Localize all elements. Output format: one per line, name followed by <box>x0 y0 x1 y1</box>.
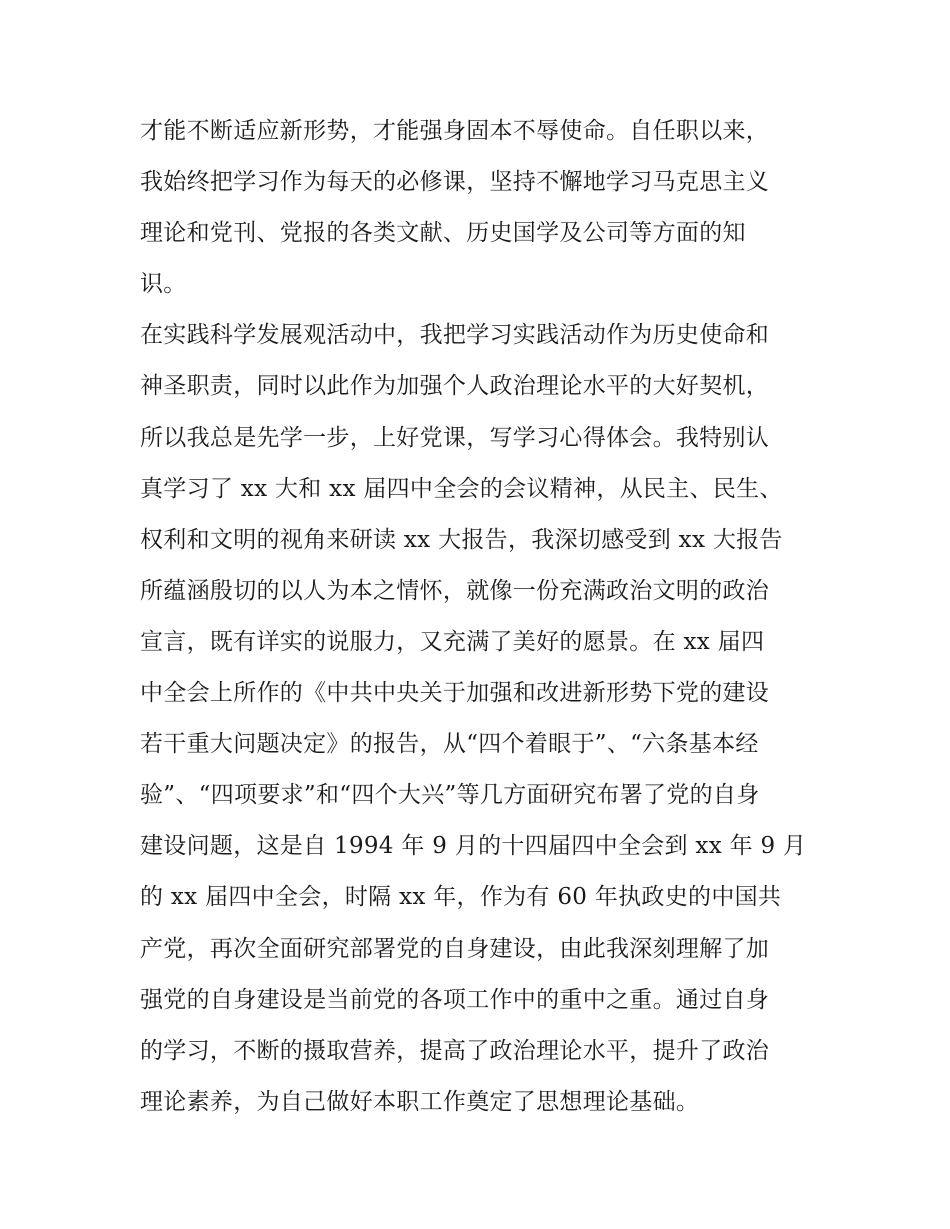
text-line: 验”、“四项要求”和“四个大兴”等几方面研究布署了党的自身 <box>140 782 760 809</box>
text-line: 神圣职责，同时以此作为加强个人政治理论水平的大好契机， <box>140 373 770 400</box>
text-line: 产党，再次全面研究部署党的自身建设，由此我深刻理解了加 <box>140 935 770 962</box>
text-line: 所蕴涵殷切的以人为本之情怀，就像一份充满政治文明的政治 <box>140 577 770 604</box>
text-line: 所以我总是先学一步，上好党课，写学习心得体会。我特别认 <box>140 424 770 451</box>
text-line: 若干重大问题决定》的报告，从“四个着眼于”、“六条基本经 <box>140 731 759 758</box>
text-line: 宣言，既有详实的说服力，又充满了美好的愿景。在 xx 届四 <box>140 628 765 655</box>
text-line: 识。 <box>140 271 187 298</box>
paragraph-1 <box>140 106 820 310</box>
text-line: 的学习，不断的摄取营养，提高了政治理论水平，提升了政治 <box>140 1037 770 1064</box>
document-body <box>140 106 820 1128</box>
text-line: 理论和党刊、党报的各类文献、历史国学及公司等方面的知 <box>140 220 746 247</box>
text-line: 建设问题，这是自 1994 年 9 月的十四届四中全会到 xx 年 9 月 <box>140 833 807 860</box>
paragraph-2 <box>140 310 820 1128</box>
text-line: 真学习了 xx 大和 xx 届四中全会的会议精神，从民主、民生、 <box>140 475 783 502</box>
text-line: 才能不断适应新形势，才能强身固本不辱使命。自任职以来， <box>140 118 770 144</box>
text-line: 我始终把学习作为每天的必修课，坚持不懈地学习马克思主义 <box>140 169 770 196</box>
text-line: 强党的自身建设是当前党的各项工作中的重中之重。通过自身 <box>140 986 770 1013</box>
text-line: 中全会上所作的《中共中央关于加强和改进新形势下党的建设 <box>140 680 770 707</box>
text-line: 理论素养，为自己做好本职工作奠定了思想理论基础。 <box>140 1088 700 1115</box>
text-line: 权利和文明的视角来研读 xx 大报告，我深切感受到 xx 大报告 <box>140 526 783 553</box>
text-line: 的 xx 届四中全会，时隔 xx 年，作为有 60 年执政史的中国共 <box>140 884 782 911</box>
text-line: 在实践科学发展观活动中，我把学习实践活动作为历史使命和 <box>140 322 770 349</box>
